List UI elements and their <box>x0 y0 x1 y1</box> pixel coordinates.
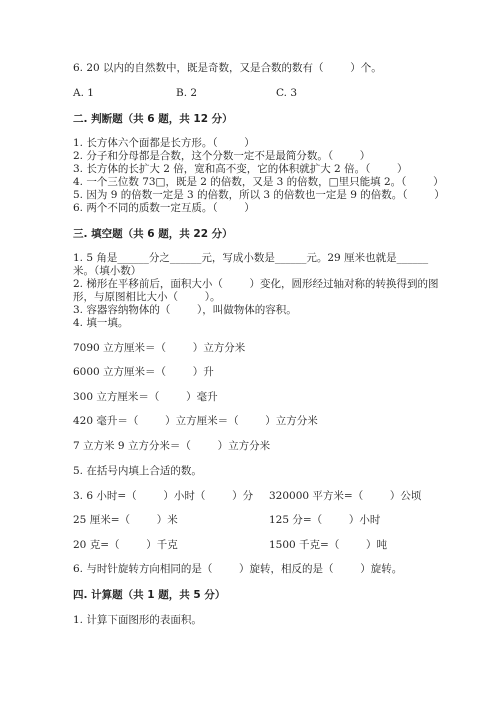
mc-option-a: A. 1 <box>73 87 94 99</box>
fill-q4: 4. 填一填。 <box>73 317 129 329</box>
judgement-item-6: 6. 两个不同的质数一定互质。（ ） <box>73 202 255 214</box>
judgement-item-2: 2. 分子和分母都是合数，这个分数一定不是最简分数。（ ） <box>73 150 371 162</box>
fill-q5-right-2: 125 分=（ ）小时 <box>269 514 381 526</box>
fill-q5-left-2: 25 厘米=（ ）米 <box>73 514 178 526</box>
mc-question-6: 6. 20 以内的自然数中，既是奇数，又是合数的数有（ ）个。 <box>73 62 382 74</box>
fill-q5-right-3: 1500 千克=（ ）吨 <box>269 539 388 551</box>
fill-q5: 5. 在括号内填上合适的数。 <box>73 465 202 477</box>
section-title-calculation: 四. 计算题（共 1 题，共 5 分） <box>73 589 226 601</box>
fill-q4-item-4: 420 毫升＝（ ）立方厘米＝（ ）立方分米 <box>73 415 318 427</box>
fill-q5-left-1: 3. 6 小时=（ ）小时（ ）分 <box>73 490 254 502</box>
fill-q2-line1: 2. 梯形在平移前后，面积大小（ ）变化，圆形经过轴对称的转换得到的图 <box>73 278 439 290</box>
fill-q5-left-3: 20 克=（ ）千克 <box>73 539 178 551</box>
judgement-item-5: 5. 因为 9 的倍数一定是 3 的倍数，所以 3 的倍数也一定是 9 的倍数。（ ） <box>73 189 445 201</box>
fill-q4-item-3: 300 立方厘米＝（ ）毫升 <box>73 391 218 403</box>
section-title-fill-blank: 三. 填空题（共 6 题，共 22 分） <box>73 228 233 240</box>
fill-q4-item-2: 6000 立方厘米＝（ ）升 <box>73 366 214 378</box>
fill-q6: 6. 与时针旋转方向相同的是（ ）旋转，相反的是（ ）旋转。 <box>73 563 403 575</box>
mc-option-b: B. 2 <box>176 87 198 99</box>
judgement-item-4: 4. 一个三位数 73□，既是 2 的倍数，又是 3 的倍数，□里只能填 2。（ ） <box>73 176 444 188</box>
fill-q4-item-1: 7090 立方厘米＝（ ）立方分米 <box>73 342 246 354</box>
fill-q1-line2: 米。（填小数） <box>73 265 142 277</box>
judgement-item-3: 3. 长方体的长扩大 2 倍，宽和高不变，它的体积就扩大 2 倍。（ ） <box>73 163 408 175</box>
fill-q3: 3. 容器容纳物体的（ ），叫做物体的容积。 <box>73 304 297 316</box>
fill-q5-right-1: 320000 平方米=（ ）公顷 <box>269 490 422 502</box>
fill-q4-item-5: 7 立方米 9 立方分米＝（ ）立方分米 <box>73 440 271 452</box>
fill-q1-line1: 1. 5 角是______分之______元，写成小数是______元。29 厘米也就是______ <box>73 252 429 264</box>
section-title-judgement: 二. 判断题（共 6 题，共 12 分） <box>73 113 233 125</box>
calc-q1: 1. 计算下面图形的表面积。 <box>73 614 202 626</box>
judgement-item-1: 1. 长方体六个面都是长方形。（ ） <box>73 137 255 149</box>
mc-option-c: C. 3 <box>276 87 298 99</box>
fill-q2-line2: 形，与原图相比大小（ ）。 <box>73 291 221 303</box>
